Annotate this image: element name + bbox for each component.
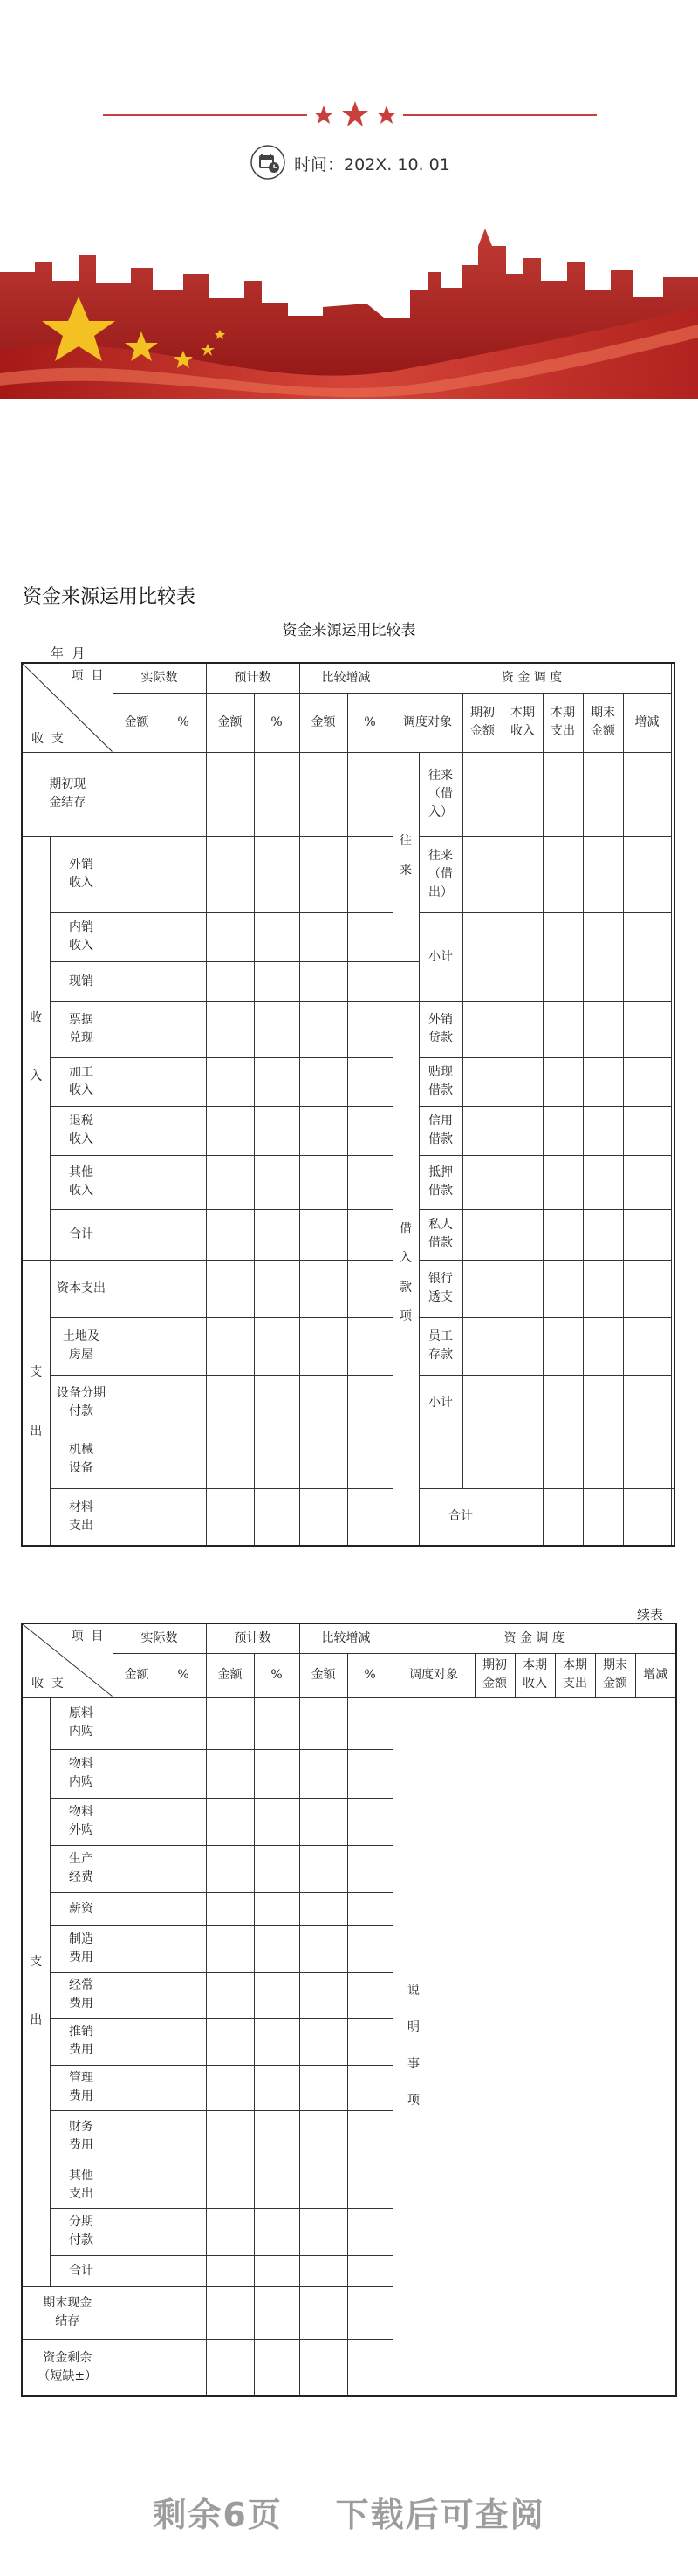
loan-subtotal: 小计 — [419, 1375, 462, 1431]
income-item: 内销 收入 — [50, 912, 113, 961]
loan-item: 抵押 借款 — [419, 1155, 462, 1209]
header-compare: 比较增减 — [299, 1623, 393, 1653]
header-pct: % — [347, 1653, 393, 1697]
table-title: 资金来源运用比较表 — [282, 622, 416, 639]
expense-group-label: 支 出 — [22, 1697, 50, 2286]
header-amount: 金额 — [206, 1653, 254, 1697]
loan-item: 银行 透支 — [419, 1260, 462, 1317]
header-expense: 本期 支出 — [555, 1653, 595, 1697]
expense-item: 设备分期 付款 — [50, 1375, 113, 1431]
section-title: 资金来源运用比较表 — [23, 586, 196, 608]
header-rule-right — [403, 114, 597, 116]
income-item: 退税 收入 — [50, 1106, 113, 1155]
expense-item: 经常 费用 — [50, 1972, 113, 2018]
loan-group-label: 借 入 款 项 — [393, 1001, 419, 1546]
header-amount: 金额 — [113, 693, 161, 752]
fund-source-usage-table-continued — [21, 1623, 677, 2397]
header-change: 增减 — [635, 1653, 676, 1697]
loan-item: 员工 存款 — [419, 1317, 462, 1375]
header-fund-dispatch: 资 金 调 度 — [393, 663, 671, 693]
three-stars-icon — [311, 99, 399, 129]
income-item: 票据 兑现 — [50, 1001, 113, 1057]
header-opening: 期初 金额 — [475, 1653, 515, 1697]
year-month-label: 年 月 — [51, 646, 86, 661]
calendar-clock-icon — [250, 145, 285, 180]
expense-item: 土地及 房屋 — [50, 1317, 113, 1375]
header-actual: 实际数 — [113, 1623, 206, 1653]
header-closing: 期末 金额 — [583, 693, 623, 752]
header-dispatch-target: 调度对象 — [393, 693, 462, 752]
header-closing: 期末 金额 — [595, 1653, 635, 1697]
income-total: 合计 — [50, 1209, 113, 1260]
header-rule-left — [103, 114, 307, 116]
expense-item: 材料 支出 — [50, 1488, 113, 1546]
expense-item: 制造 费用 — [50, 1925, 113, 1972]
expense-item: 物料 外购 — [50, 1798, 113, 1845]
header-diagonal-cell — [22, 663, 113, 752]
income-item: 外销 收入 — [50, 836, 113, 912]
closing-cash-label: 期末现金 结存 — [22, 2286, 113, 2339]
expense-item: 原料 内购 — [50, 1697, 113, 1749]
header-item-label: 项 目 — [71, 669, 104, 683]
city-skyline-banner — [0, 220, 698, 399]
income-item: 现销 — [50, 961, 113, 1001]
opening-cash-label: 期初现 金结存 — [22, 752, 113, 836]
header-pct: % — [254, 693, 299, 752]
loan-item: 外销 贷款 — [419, 1001, 462, 1057]
header-budget: 预计数 — [206, 1623, 299, 1653]
flow-item: 往来 （借 入） — [419, 752, 462, 836]
header-amount: 金额 — [206, 693, 254, 752]
header-amount: 金额 — [299, 1653, 347, 1697]
header-opening: 期初 金额 — [462, 693, 503, 752]
loan-item: 信用 借款 — [419, 1106, 462, 1155]
header-diagonal-cell — [22, 1623, 113, 1697]
header-pct: % — [161, 1653, 206, 1697]
expense-item: 物料 内购 — [50, 1749, 113, 1798]
header-dispatch-target: 调度对象 — [393, 1653, 475, 1697]
expense-item: 管理 费用 — [50, 2065, 113, 2110]
expense-item: 机械 设备 — [50, 1431, 113, 1488]
income-group-label: 收 入 — [22, 836, 50, 1260]
fund-source-usage-table — [21, 662, 675, 1547]
expense-item: 财务 费用 — [50, 2110, 113, 2163]
flow-item: 往来 （借 出） — [419, 836, 462, 912]
expense-item: 分期 付款 — [50, 2208, 113, 2255]
header-in-out-label: 收 支 — [31, 1676, 64, 1691]
loan-item: 贴现 借款 — [419, 1057, 462, 1106]
header-expense: 本期 支出 — [543, 693, 583, 752]
header-item-label: 项 目 — [71, 1630, 104, 1643]
download-watermark: 剩余6页 下载后可查阅 — [153, 2496, 545, 2534]
expense-item: 资本支出 — [50, 1260, 113, 1317]
fund-total: 合计 — [419, 1488, 503, 1546]
header-actual: 实际数 — [113, 663, 206, 693]
expense-item: 生产 经费 — [50, 1845, 113, 1892]
header-budget: 预计数 — [206, 663, 299, 693]
notes-label: 说 明 事 项 — [393, 1697, 435, 2396]
header-compare: 比较增减 — [299, 663, 393, 693]
header-fund-dispatch: 资 金 调 度 — [393, 1623, 676, 1653]
header-pct: % — [254, 1653, 299, 1697]
header-income: 本期 收入 — [503, 693, 543, 752]
expense-total: 合计 — [50, 2255, 113, 2286]
loan-item: 私人 借款 — [419, 1209, 462, 1260]
header-income: 本期 收入 — [515, 1653, 555, 1697]
expense-group-label: 支 出 — [22, 1260, 50, 1546]
continued-label: 续表 — [637, 1607, 664, 1623]
publish-time: 时间：202X. 10. 01 — [294, 155, 450, 174]
header-amount: 金额 — [113, 1653, 161, 1697]
header-change: 增减 — [623, 693, 671, 752]
income-item: 其他 收入 — [50, 1155, 113, 1209]
flow-group-label: 往 来 — [393, 752, 419, 961]
header-pct: % — [161, 693, 206, 752]
header-in-out-label: 收 支 — [31, 731, 64, 746]
flow-subtotal: 小计 — [419, 912, 462, 1001]
fund-surplus-label: 资金剩余 （短缺±） — [22, 2339, 113, 2396]
header-pct: % — [347, 693, 393, 752]
header-amount: 金额 — [299, 693, 347, 752]
expense-item: 薪资 — [50, 1892, 113, 1925]
notes-area — [435, 1697, 676, 2396]
income-item: 加工 收入 — [50, 1057, 113, 1106]
expense-item: 推销 费用 — [50, 2018, 113, 2065]
expense-item: 其他 支出 — [50, 2163, 113, 2208]
